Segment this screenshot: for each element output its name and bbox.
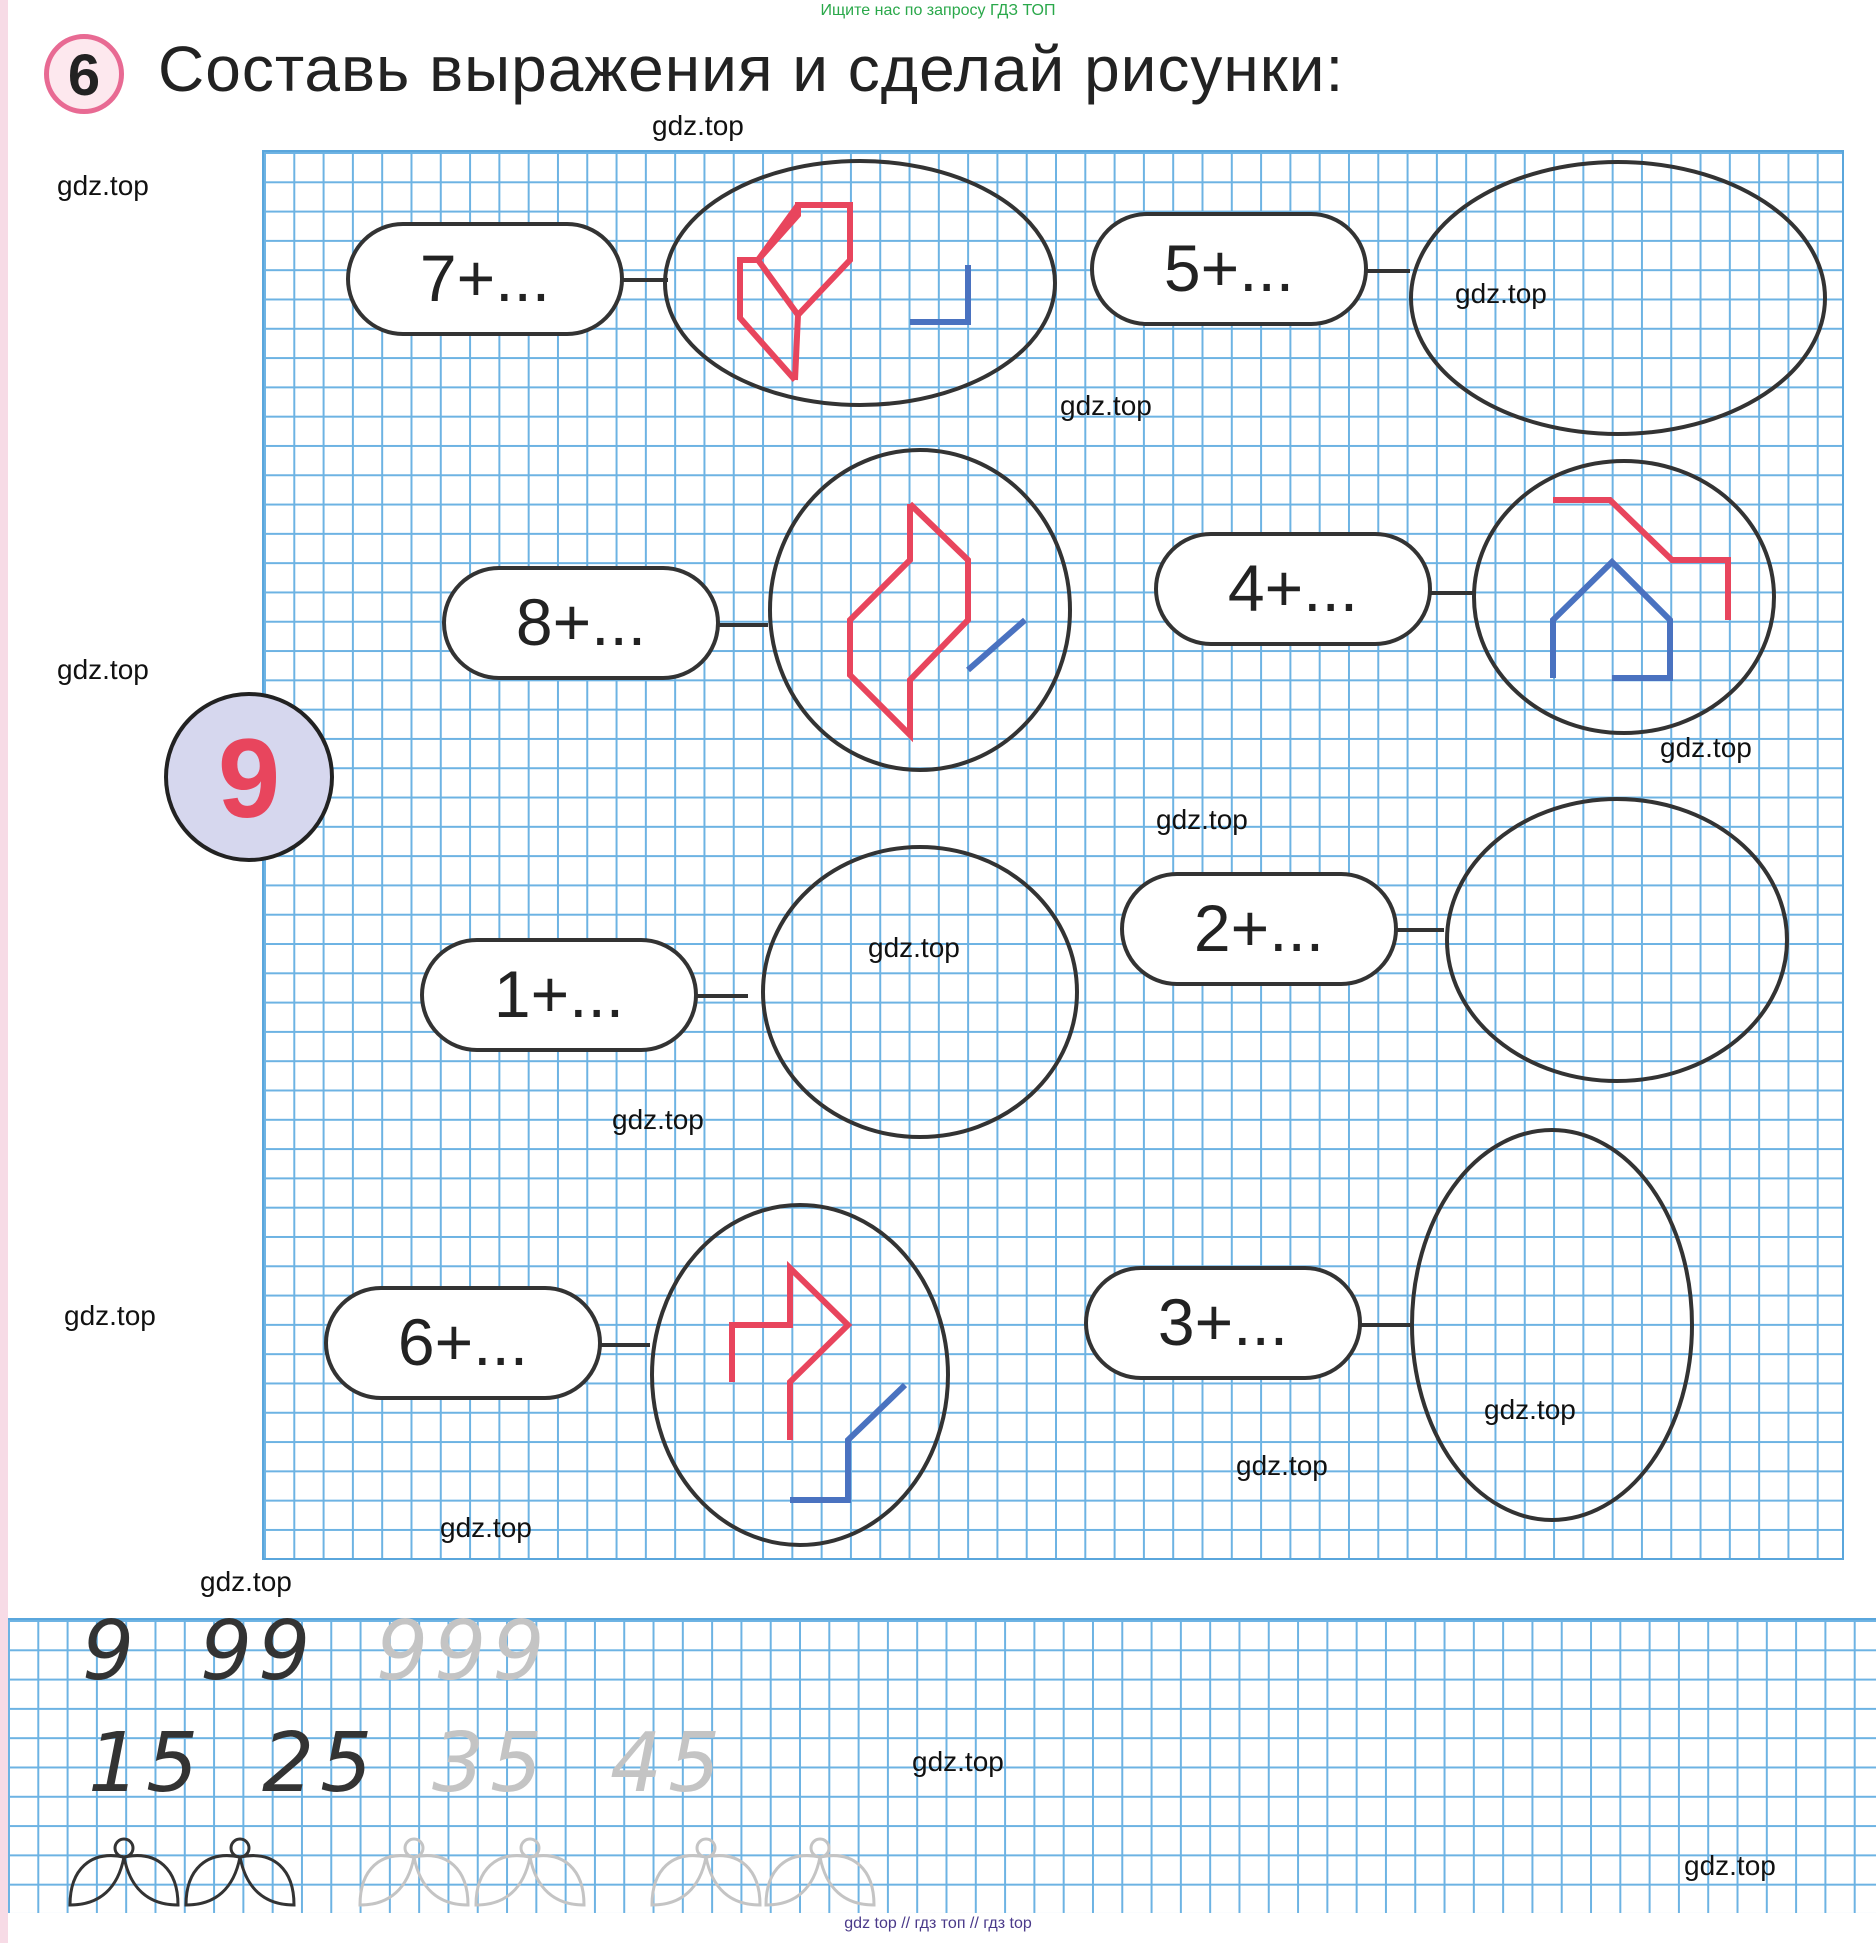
watermark: gdz.top [440,1512,532,1543]
connector-lines [600,271,1474,1345]
flower-light-2 [476,1839,584,1905]
watermark: gdz.top [1156,804,1248,835]
watermark: gdz.top [1684,1850,1776,1881]
expression-1: 1+... [420,938,698,1052]
flower-light-1 [360,1839,468,1905]
watermark: gdz.top [1060,390,1152,421]
flower-light-4 [766,1839,874,1905]
expression-2: 2+... [1120,872,1398,986]
expression-3: 3+... [1084,1266,1362,1380]
watermark: gdz.top [1455,278,1547,309]
header-note: Ищите нас по запросу ГДЗ ТОП [820,2,1056,19]
ellipse-2 [1447,799,1787,1081]
watermark: gdz.top [652,110,744,141]
watermark: gdz.top [200,1566,292,1597]
expression-7: 7+... [346,222,624,336]
task-number-badge: 6 [44,34,124,114]
expression-4: 4+... [1154,532,1432,646]
ellipse-3 [1412,1130,1692,1520]
watermark: gdz.top [1660,732,1752,763]
writing-row2-b: 25 [262,1716,379,1811]
writing-row2-light-a: 35 [432,1716,549,1811]
ellipse-8 [770,450,1070,770]
flower-dark-2 [186,1839,294,1905]
expression-8: 8+... [442,566,720,680]
watermark: gdz.top [912,1746,1004,1777]
ellipse-7 [665,161,1055,405]
writing-row1-light: 999 [376,1604,551,1699]
writing-row1-b: 99 [200,1604,317,1699]
flower-pattern [70,1839,874,1905]
writing-row2-a: 15 [88,1716,205,1811]
flower-dark-1 [70,1839,178,1905]
page-number-badge: 9 [164,692,334,862]
expression-6: 6+... [324,1286,602,1400]
watermark: gdz.top [64,1300,156,1331]
flower-light-3 [652,1839,760,1905]
expression-5: 5+... [1090,212,1368,326]
watermark: gdz.top [868,932,960,963]
footer-note: gdz top // гдз топ // гдз top [844,1915,1032,1932]
writing-row2-light-b: 45 [610,1716,727,1811]
watermark: gdz.top [57,654,149,685]
watermark: gdz.top [57,170,149,201]
writing-row1-a: 9 [82,1604,141,1699]
watermark: gdz.top [612,1104,704,1135]
ellipse-1 [763,847,1077,1137]
watermark: gdz.top [1484,1394,1576,1425]
task-title: Составь выражения и сделай рисунки: [158,33,1345,105]
watermark: gdz.top [1236,1450,1328,1481]
